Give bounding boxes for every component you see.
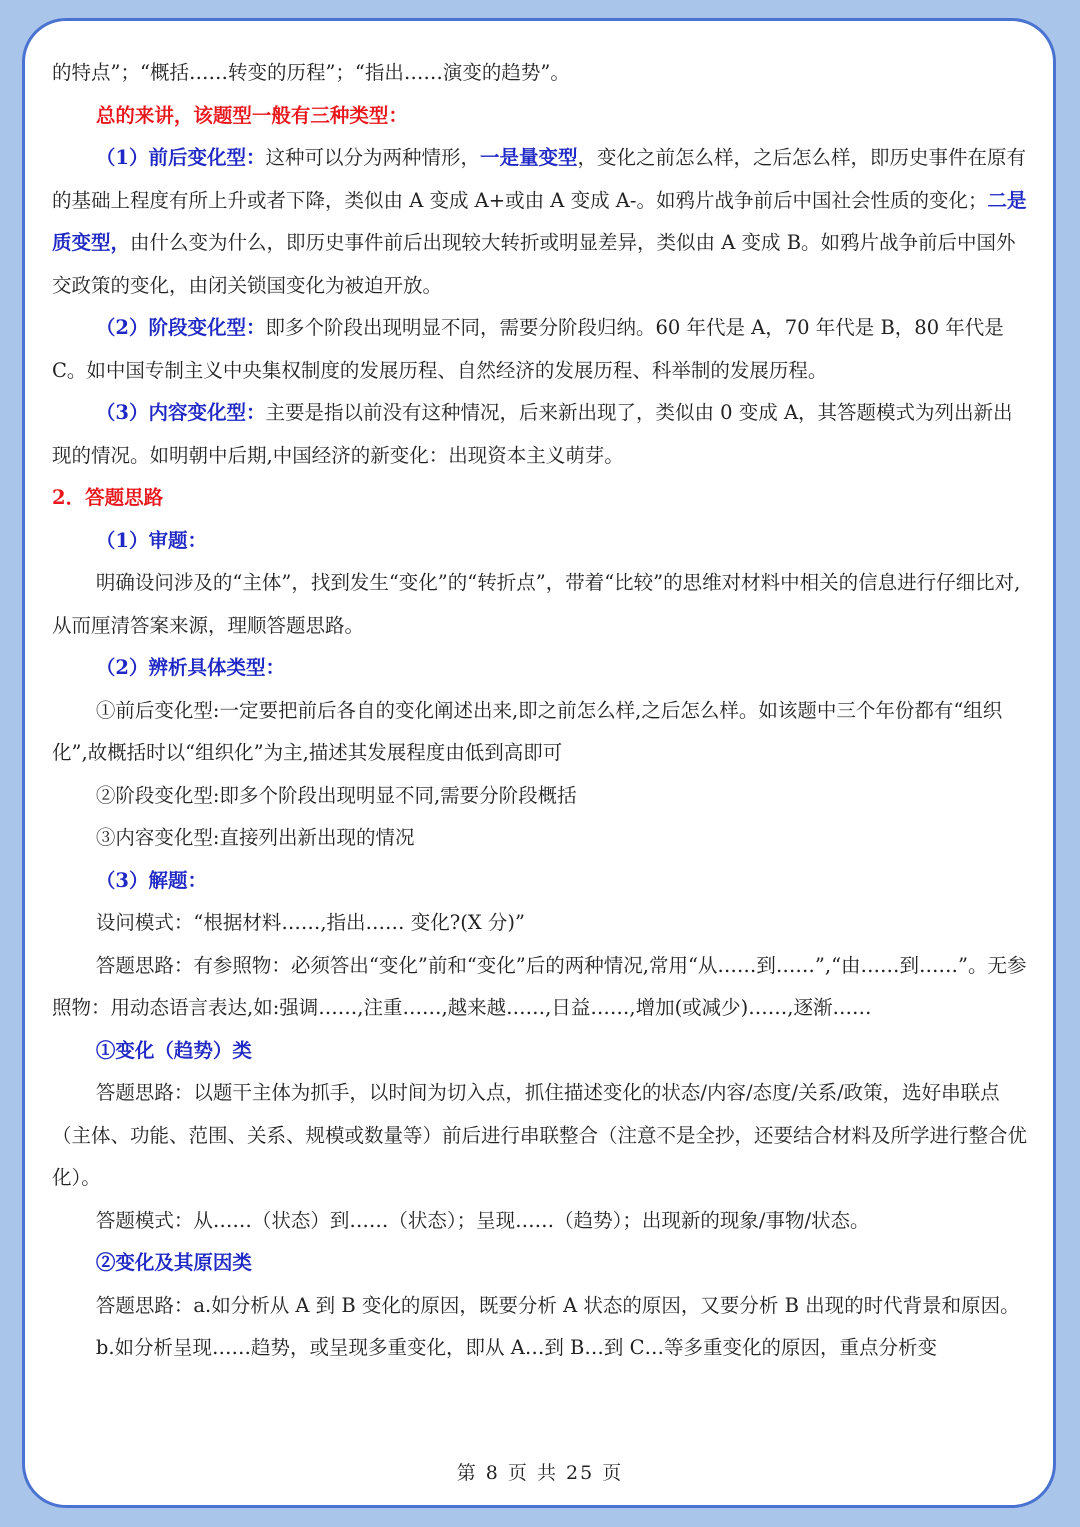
- type2-paragraph: [52, 307, 1030, 392]
- summary-heading: 总的来讲，该题型一般有三种类型：: [95, 103, 408, 127]
- section2-heading: 2．答题思路: [52, 486, 164, 509]
- page-number: 第 8 页 共 25 页: [456, 1462, 624, 1484]
- type1-paragraph: [52, 137, 1030, 307]
- type3-paragraph: [52, 392, 1030, 477]
- type2-label: （2）阶段变化型：: [95, 316, 266, 339]
- step1-text: 明确设问涉及的“主体”，找到发生“变化”的“转折点”，带着“比较”的思维对材料中相关的信息进行仔细比对,从而厘清答案来源，理顺答题思路。: [52, 571, 1021, 637]
- sub1-heading: ①变化（趋势）类: [95, 1038, 252, 1062]
- type1-text-b: ，变化之前怎么样，之后怎么样，即历史事件在原有的基础上程度有所上升或者下降，类似由 A 变成 A+或由 A 变成 A-。如鸦片战争前后中国社会性质的变化；: [52, 146, 1026, 212]
- sub2-heading: ②变化及其原因类: [95, 1251, 252, 1274]
- step3-heading: （3）解题：: [95, 868, 207, 892]
- sub2-idea-b: b.如分析呈现……趋势，或呈现多重变化，即从 A…到 B…到 C…等多重变化的原因，重点分析变: [95, 1336, 937, 1359]
- type1-highlight-a: 一是量变型: [479, 146, 578, 169]
- type1-text-a: 这种可以分为两种情形，: [265, 146, 480, 169]
- sub2-idea-a: 答题思路：a.如分析从 A 到 B 变化的原因，既要分析 A 状态的原因，又要分析 B 出现的时代背景和原因。: [95, 1293, 1020, 1317]
- sub1-mode: 答题模式：从……（状态）到……（状态）；呈现……（趋势）；出现新的现象/事物/状态。: [95, 1208, 870, 1232]
- step3-idea: 答题思路：有参照物：必须答出“变化”前和“变化”后的两种情况,常用“从……到……”,“由……到……”。无参照物：用动态语言表达,如:强调……,注重……,越来越……,日益……,增加(或减少)……,逐渐……: [52, 953, 1027, 1019]
- type1-label: （1）前后变化型：: [95, 146, 266, 169]
- type1-highlight-b: 二是质变型，: [52, 188, 1027, 254]
- step2-item2: ②阶段变化型:即多个阶段出现明显不同,需要分阶段概括: [95, 783, 577, 807]
- step2-item1: ①前后变化型:一定要把前后各自的变化阐述出来,即之前怎么样,之后怎么样。如该题中三个年份都有“组织化”,故概括时以“组织化”为主,描述其发展程度由低到高即可: [52, 698, 1003, 764]
- step2-heading: （2）辨析具体类型：: [95, 656, 285, 679]
- type3-text: 主要是指以前没有这种情况，后来新出现了，类似由 0 变成 A，其答题模式为列出新出现的情况。如明朝中后期,中国经济的新变化：出现资本主义萌芽。: [52, 401, 1013, 467]
- step1-heading: （1）审题：: [95, 528, 207, 552]
- step2-item3: ③内容变化型:直接列出新出现的情况: [95, 826, 415, 849]
- type2-text: 即多个阶段出现明显不同，需要分阶段归纳。60 年代是 A，70 年代是 B，80 年代是 C。如中国专制主义中央集权制度的发展历程、自然经济的发展历程、科举制的发展历程。: [52, 316, 1004, 382]
- step3-mode: 设问模式：“根据材料……,指出…… 变化?(X 分)”: [95, 911, 525, 934]
- document-body: [52, 52, 1030, 1370]
- type3-label: （3）内容变化型：: [95, 401, 266, 424]
- type1-text-c: 由什么变为什么，即历史事件前后出现较大转折或明显差异，类似由 A 变成 B。如鸦片战争前后中国外交政策的变化，由闭关锁国变化为被迫开放。: [52, 231, 1016, 297]
- continuation-line: 的特点”；“概括……转变的历程”；“指出……演变的趋势”。: [52, 61, 570, 84]
- sub1-idea: 答题思路：以题干主体为抓手，以时间为切入点，抓住描述变化的状态/内容/态度/关系/政策，选好串联点（主体、功能、范围、关系、规模或数量等）前后进行串联整合（注意不是全抄，还要结合材料及所学进行整合优化）。: [52, 1081, 1028, 1189]
